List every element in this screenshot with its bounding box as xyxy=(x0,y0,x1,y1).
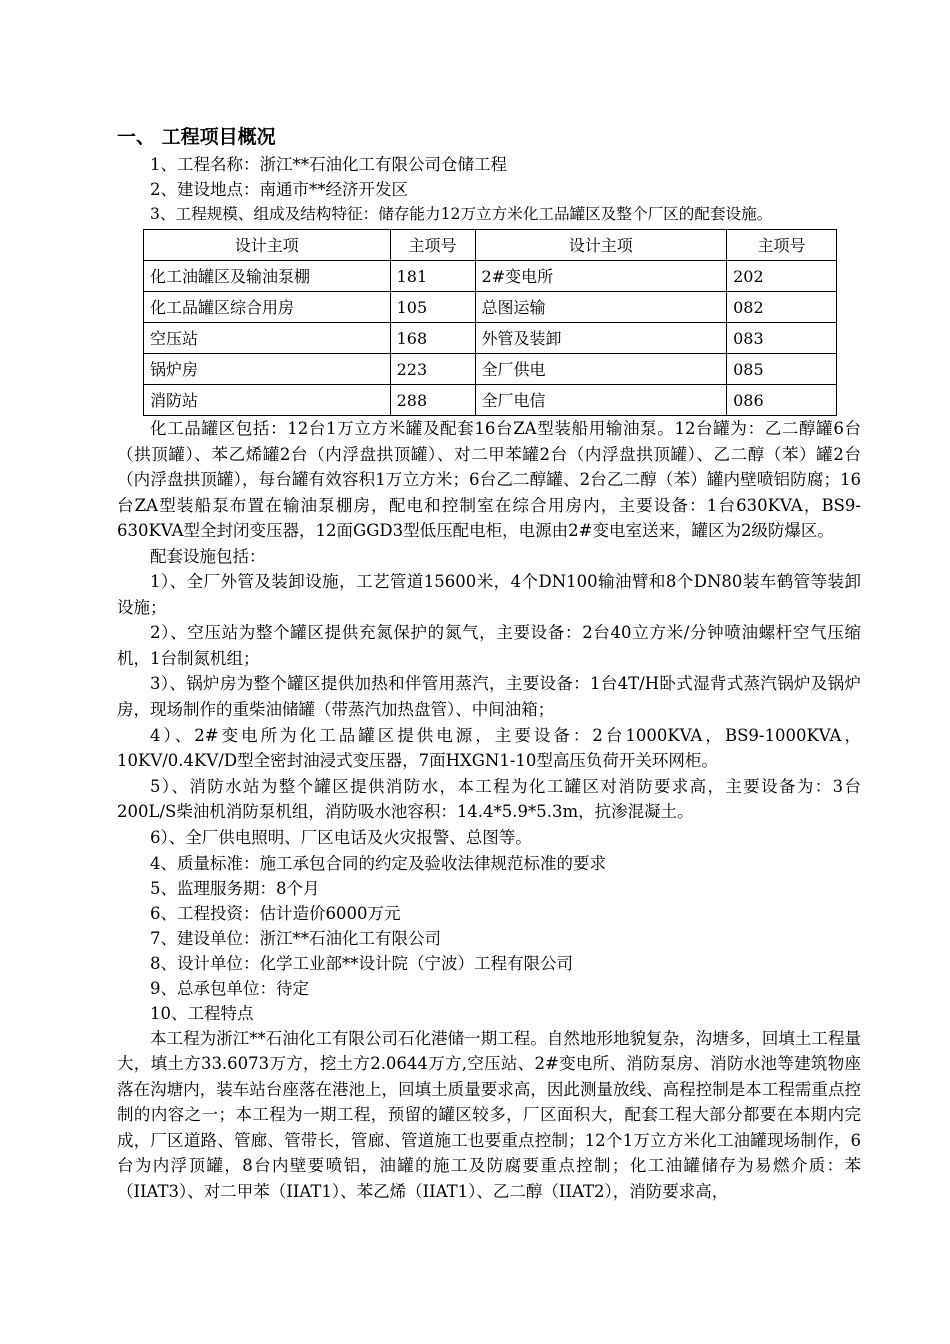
supporting-item: 2）、空压站为整个罐区提供充氮保护的氮气，主要设备：2台40立方米/分钟喷油螺杆空气压缩机，1台制氮机组； xyxy=(117,623,861,668)
service-period-line: 5、监理服务期：8个月 xyxy=(150,878,320,898)
table-header-cell: 主项号 xyxy=(390,230,475,261)
table-header-row xyxy=(144,230,837,261)
table-cell: 086 xyxy=(727,385,837,416)
supporting-item: 1）、全厂外管及装卸设施，工艺管道15600米，4个DN100输油臂和8个DN80装车鹤管等装卸设施； xyxy=(117,571,861,617)
table-cell: 223 xyxy=(390,354,475,385)
table-cell: 全厂供电 xyxy=(475,354,727,385)
table-cell: 083 xyxy=(727,323,837,354)
table-cell: 288 xyxy=(390,385,475,416)
supporting-item: 6）、全厂供电照明、厂区电话及火灾报警、总图等。 xyxy=(150,827,532,847)
table-cell: 空压站 xyxy=(144,323,391,354)
table-row xyxy=(144,354,837,385)
table-header-cell: 设计主项 xyxy=(475,230,727,261)
table-cell: 化工油罐区及输油泵棚 xyxy=(144,261,391,292)
design-items-table xyxy=(143,229,837,416)
contractor-line: 9、总承包单位：待定 xyxy=(150,978,309,998)
table-cell: 181 xyxy=(390,261,475,292)
table-row xyxy=(144,292,837,323)
table-row xyxy=(144,323,837,354)
table-header-cell: 设计主项 xyxy=(144,230,391,261)
table-cell: 外管及装卸 xyxy=(475,323,727,354)
features-paragraph: 本工程为浙江**石油化工有限公司石化港储一期工程。自然地形地貌复杂，沟塘多，回填土工程量大，填土方33.6073万方，挖土方2.0644万方,空压站、2#变电所、消防泵房、消防水池等建筑物座落在沟塘内，装车站台座落在港池上，回填土质量要求高，因此测量放线、高程控制是本工程需重点控制的内容之一；本工程为一期工程，预留的罐区较多，厂区面积大，配套工程大部分都要在本期内完成，厂区道路、管廊、管带长，管廊、管道施工也要重点控制；12个1万立方米化工油罐现场制作，6台为内浮顶罐，8台内壁要喷铝，油罐的施工及防腐要重点控制；化工油罐储存为易燃介质：苯（IIAT3）、对二甲苯（IIAT1）、苯乙烯（IIAT1）、乙二醇（IIAT2），消防要求高， xyxy=(117,1028,861,1202)
supporting-item: 5）、消防水站为整个罐区提供消防水，本工程为化工罐区对消防要求高，主要设备为：3台200L/S柴油机消防泵机组，消防吸水池容积：14.4*5.9*5.3m，抗渗混凝土。 xyxy=(117,776,861,822)
section-heading: 一、 工程项目概况 xyxy=(117,126,276,148)
table-cell: 082 xyxy=(727,292,837,323)
table-cell: 总图运输 xyxy=(475,292,727,323)
document-body xyxy=(117,122,861,1205)
table-header-cell: 主项号 xyxy=(727,230,837,261)
supporting-intro: 配套设施包括： xyxy=(150,546,266,566)
project-location-line: 2、建设地点：南通市**经济开发区 xyxy=(150,180,408,199)
features-heading: 10、工程特点 xyxy=(150,1003,254,1023)
investment-line: 6、工程投资：估计造价6000万元 xyxy=(150,903,401,923)
supporting-item: 4）、2#变电所为化工品罐区提供电源，主要设备：2台1000KVA，BS9-1000KVA，10KV/0.4KV/D型全密封油浸式变压器，7面HXGN1-10型高压负荷开关环网柜。 xyxy=(117,725,861,771)
table-cell: 全厂电信 xyxy=(475,385,727,416)
table-cell: 锅炉房 xyxy=(144,354,391,385)
table-cell: 085 xyxy=(727,354,837,385)
table-cell: 168 xyxy=(390,323,475,354)
designer-line: 8、设计单位：化学工业部**设计院（宁波）工程有限公司 xyxy=(150,953,573,973)
table-cell: 化工品罐区综合用房 xyxy=(144,292,391,323)
tank-area-paragraph: 化工品罐区包括：12台1万立方米罐及配套16台ZA型装船用输油泵。12台罐为：乙二醇罐6台（拱顶罐）、苯乙烯罐2台（内浮盘拱顶罐）、对二甲苯罐2台（内浮盘拱顶罐）、乙二醇（苯）罐2台（内浮盘拱顶罐），每台罐有效容积1万立方米；6台乙二醇罐、2台乙二醇（苯）罐内壁喷铝防腐；16台ZA型装船泵布置在输油泵棚房，配电和控制室在综合用房内，主要设备：1台630KVA，BS9-630KVA型全封闭变压器，12面GGD3型低压配电柜，电源由2#变电室送来，罐区为2级防爆区。 xyxy=(117,419,861,541)
quality-standard-line: 4、质量标准：施工承包合同的约定及验收法律规范标准的要求 xyxy=(150,853,606,873)
project-scale-line: 3、工程规模、组成及结构特征：储存能力12万立方米化工品罐区及整个厂区的配套设施。 xyxy=(150,205,773,223)
supporting-item: 3）、锅炉房为整个罐区提供加热和伴管用蒸汽，主要设备：1台4T/H卧式湿背式蒸汽锅炉及锅炉房，现场制作的重柴油储罐（带蒸汽加热盘管）、中间油箱； xyxy=(117,674,861,719)
table-cell: 2#变电所 xyxy=(475,261,727,292)
table-row xyxy=(144,385,837,416)
table-cell: 消防站 xyxy=(144,385,391,416)
table-cell: 202 xyxy=(727,261,837,292)
table-cell: 105 xyxy=(390,292,475,323)
project-name-line: 1、工程名称：浙江**石油化工有限公司仓储工程 xyxy=(150,155,507,174)
owner-line: 7、建设单位：浙江**石油化工有限公司 xyxy=(150,928,441,948)
table-row xyxy=(144,261,837,292)
